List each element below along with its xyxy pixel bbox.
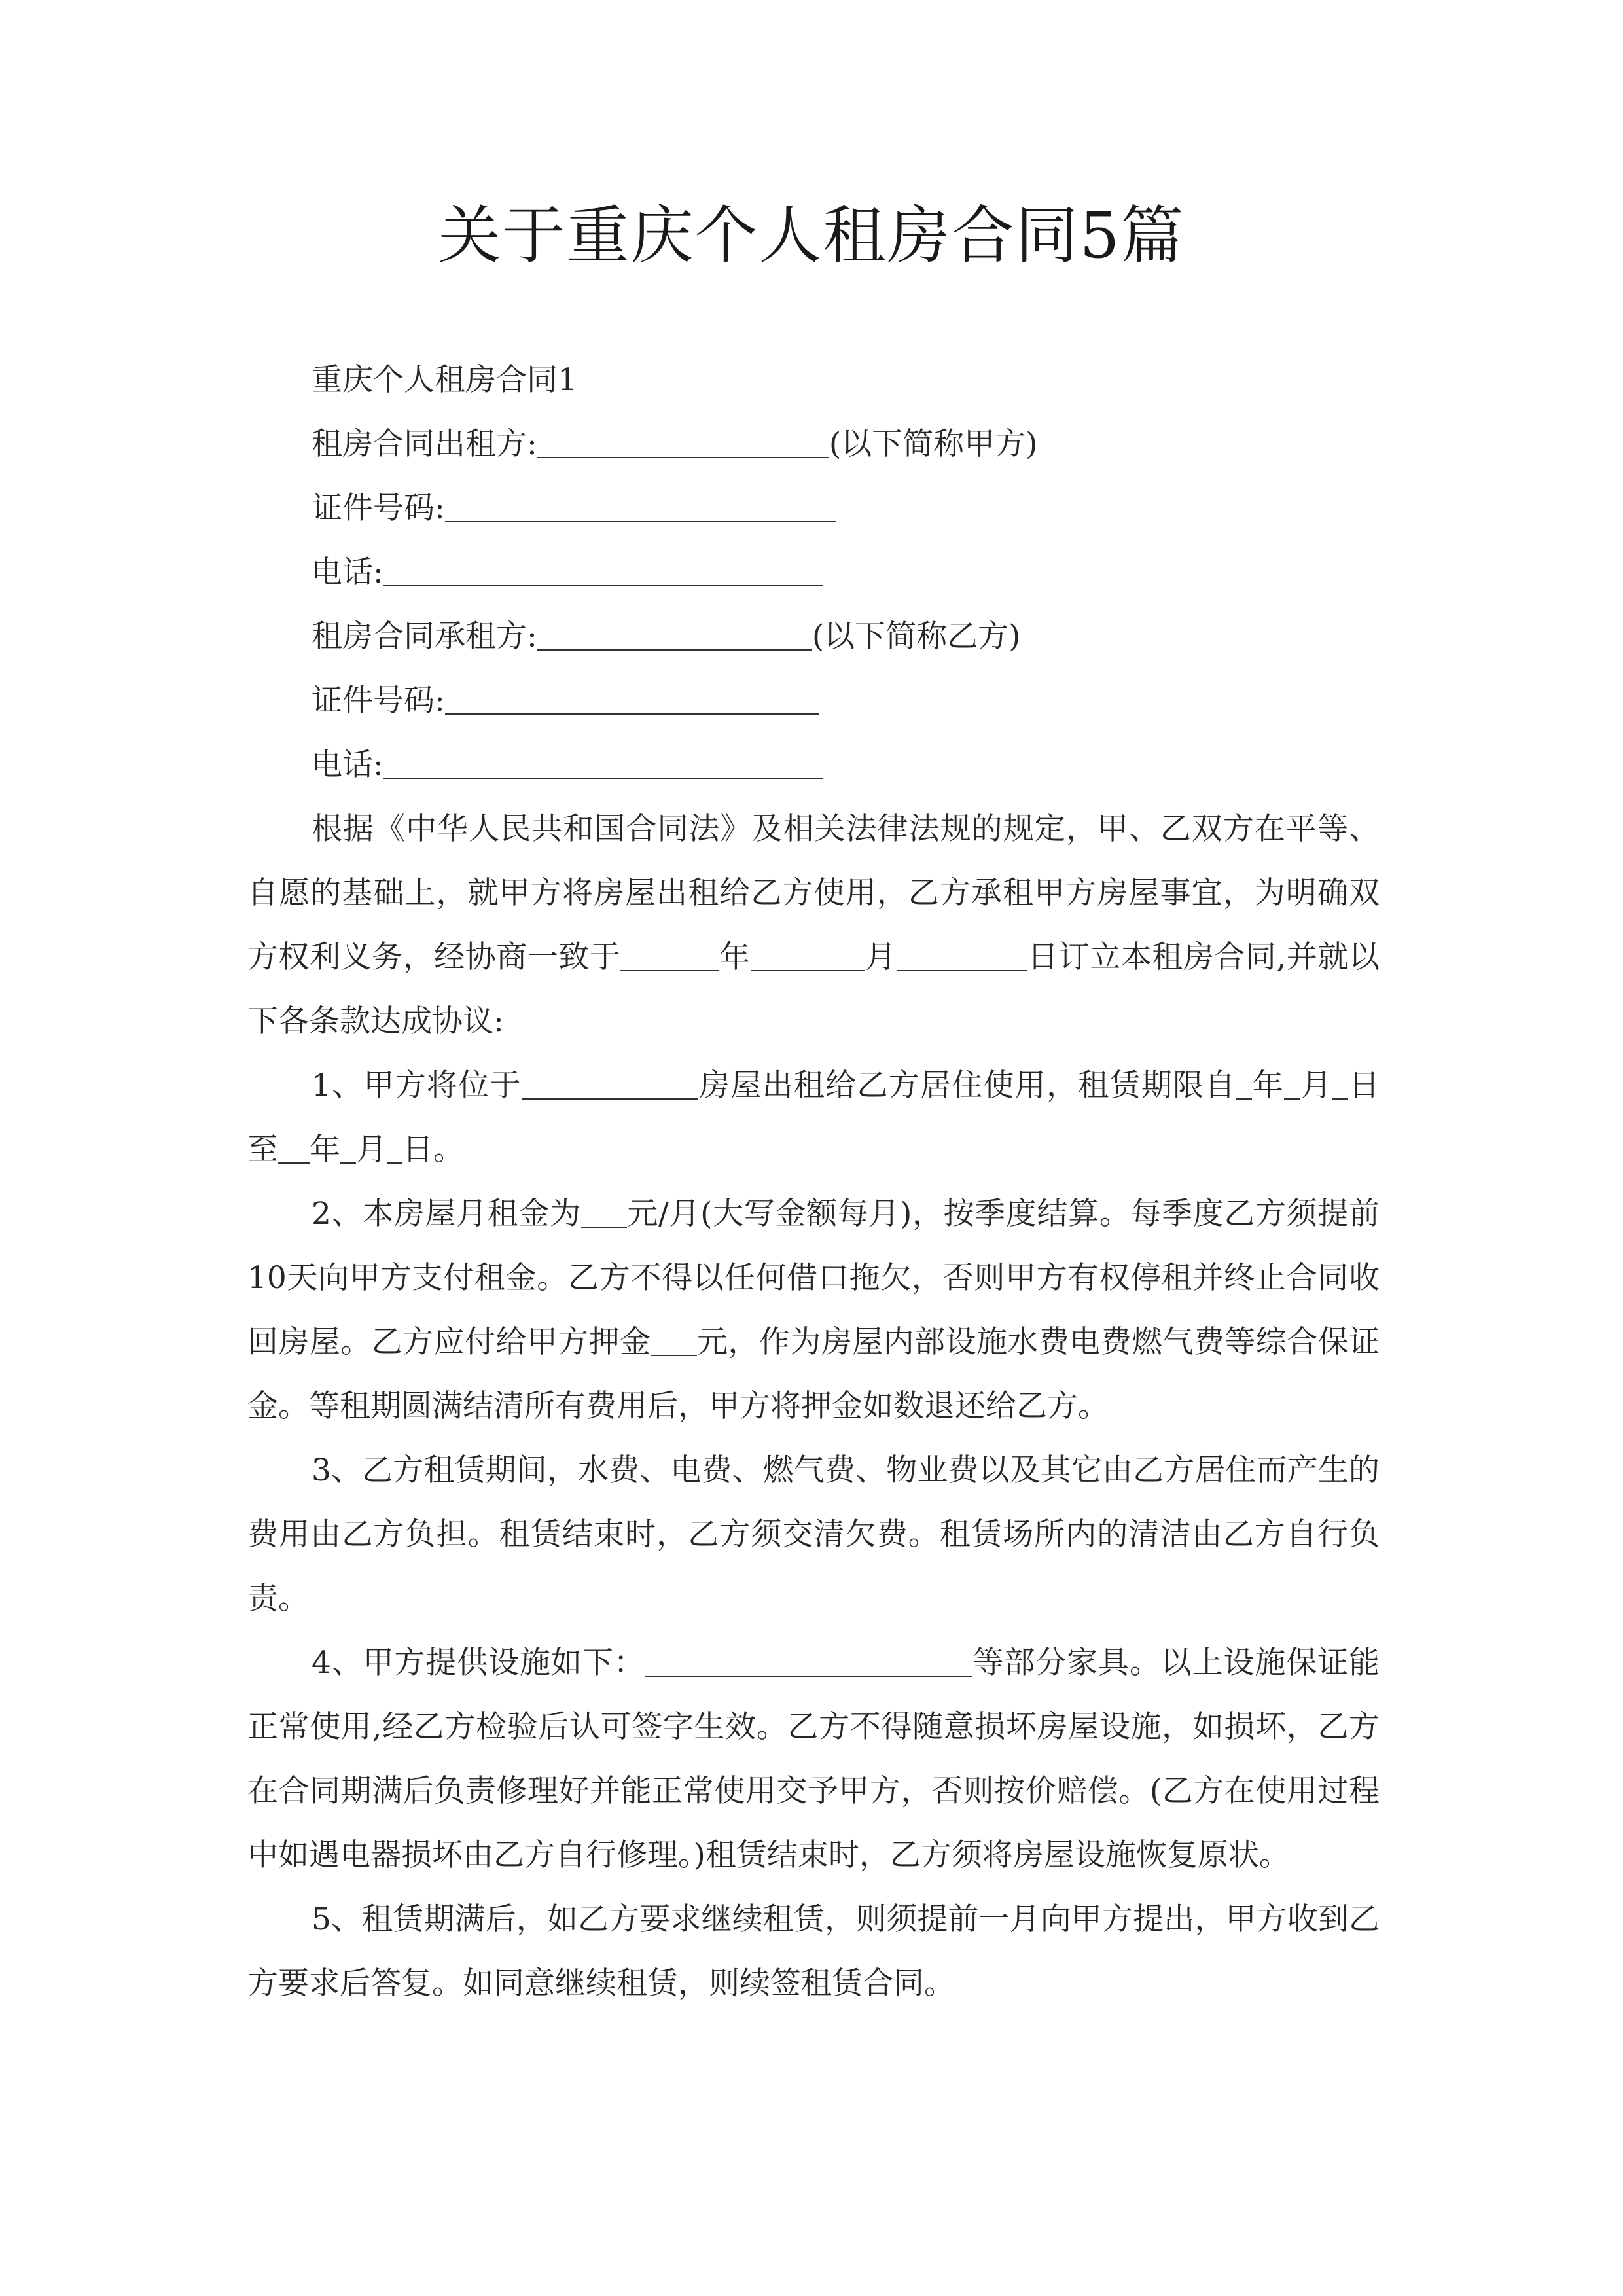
clause-1-address-blank bbox=[522, 1064, 698, 1100]
clause-1-month-2: 月 bbox=[356, 1132, 387, 1168]
clause-2-text-1: 2、本房屋月租金为 bbox=[312, 1196, 581, 1232]
clause-1 bbox=[247, 1054, 1380, 1182]
phone-label-1: 电话: bbox=[312, 554, 383, 590]
document-body bbox=[247, 348, 1380, 2016]
clause-2 bbox=[247, 1182, 1380, 1439]
document-title: 关于重庆个人租房合同5篇 bbox=[438, 199, 1185, 272]
phone-line-1 bbox=[247, 541, 1380, 605]
clause-4-text-2: 等部分家具。以上设施保证能正常使用,经乙方检验后认可签字生效。乙方不得随意损坏房屋设施，如损坏，乙方在合同期满后负责修理好并能正常使用交予甲方，否则按价赔偿。(乙方在使用过程中如遇电器损坏由乙方自行修理。)租赁结束时，乙方须将房屋设施恢复原状。 bbox=[247, 1645, 1380, 1873]
phone-line-2 bbox=[247, 733, 1380, 797]
id-blank-1 bbox=[445, 487, 836, 522]
intro-month-label: 月 bbox=[865, 939, 897, 975]
clause-1-blank-f bbox=[387, 1128, 402, 1164]
lessee-line bbox=[247, 605, 1380, 669]
clause-1-blank-c bbox=[1332, 1064, 1348, 1100]
clause-1-blank-b bbox=[1284, 1064, 1300, 1100]
clause-1-month-1: 月 bbox=[1300, 1067, 1332, 1103]
id-label-1: 证件号码: bbox=[312, 490, 445, 526]
clause-2-deposit-blank bbox=[651, 1321, 697, 1356]
clause-1-end: 日。 bbox=[402, 1132, 464, 1168]
lessee-blank bbox=[537, 615, 812, 651]
phone-blank-1 bbox=[383, 551, 823, 586]
clause-4-text-1: 4、甲方提供设施如下： bbox=[312, 1645, 645, 1681]
clause-2-rent-blank bbox=[581, 1193, 627, 1228]
lessee-suffix: (以下简称乙方) bbox=[812, 619, 1021, 655]
lessor-blank bbox=[537, 423, 829, 458]
id-line-2 bbox=[247, 669, 1380, 733]
intro-year-blank bbox=[620, 936, 719, 971]
clause-5: 5、租赁期满后，如乙方要求继续租赁，则须提前一月向甲方提出，甲方收到乙方要求后答复。如同意继续租赁，则续签租赁合同。 bbox=[247, 1901, 1380, 2001]
phone-label-2: 电话: bbox=[312, 747, 383, 783]
clause-1-text-1: 1、甲方将位于 bbox=[312, 1067, 522, 1103]
lessor-line bbox=[247, 412, 1380, 476]
phone-blank-2 bbox=[383, 744, 823, 779]
intro-text-1: 根据《中华人民共和国合同法》及相关法律法规的规定，甲、乙双方在平等、自愿的基础上，就甲方将房屋出租给乙方使用，乙方承租甲方房屋事宜，为明确双方权利义务，经协商一致于 bbox=[247, 811, 1380, 975]
clause-1-text-3: 日至 bbox=[247, 1067, 1380, 1168]
clause-1-blank-d bbox=[278, 1128, 310, 1164]
clause-1-year-1: 年 bbox=[1251, 1067, 1285, 1103]
id-label-2: 证件号码: bbox=[312, 683, 445, 719]
intro-text-2: 日订立本租房合同,并就以下各条款达成协议: bbox=[247, 939, 1380, 1039]
clause-1-blank-e bbox=[340, 1128, 356, 1164]
clause-3: 3、乙方租赁期间，水费、电费、燃气费、物业费以及其它由乙方居住而产生的费用由乙方负担。租赁结束时，乙方须交清欠费。租赁场所内的清洁由乙方自行负责。 bbox=[247, 1452, 1380, 1617]
lessor-suffix: (以下简称甲方) bbox=[829, 426, 1038, 462]
clause-4 bbox=[247, 1631, 1380, 1888]
intro-day-blank bbox=[897, 936, 1027, 971]
clause-2-text-3: 元，作为房屋内部设施水费电费燃气费等综合保证金。等租期圆满结清所有费用后，甲方将押金如数退还给乙方。 bbox=[247, 1324, 1380, 1424]
lessee-label: 租房合同承租方: bbox=[312, 619, 537, 655]
intro-paragraph bbox=[247, 797, 1380, 1054]
clause-1-text-2: 房屋出租给乙方居住使用，租赁期限自 bbox=[698, 1067, 1236, 1103]
lessor-label: 租房合同出租方: bbox=[312, 426, 537, 462]
id-line-1 bbox=[247, 476, 1380, 541]
section-heading: 重庆个人租房合同1 bbox=[312, 362, 577, 398]
clause-2-text-2: 元/月(大写金额每月)，按季度结算。每季度乙方须提前10天向甲方支付租金。乙方不得以任何借口拖欠，否则甲方有权停租并终止合同收回房屋。乙方应付给甲方押金 bbox=[247, 1196, 1380, 1360]
clause-1-blank-a bbox=[1236, 1064, 1252, 1100]
intro-month-blank bbox=[751, 936, 865, 971]
id-blank-2 bbox=[445, 679, 819, 715]
intro-year-label: 年 bbox=[719, 939, 751, 975]
clause-4-facilities-blank bbox=[645, 1641, 972, 1677]
clause-1-year-2: 年 bbox=[310, 1132, 340, 1168]
